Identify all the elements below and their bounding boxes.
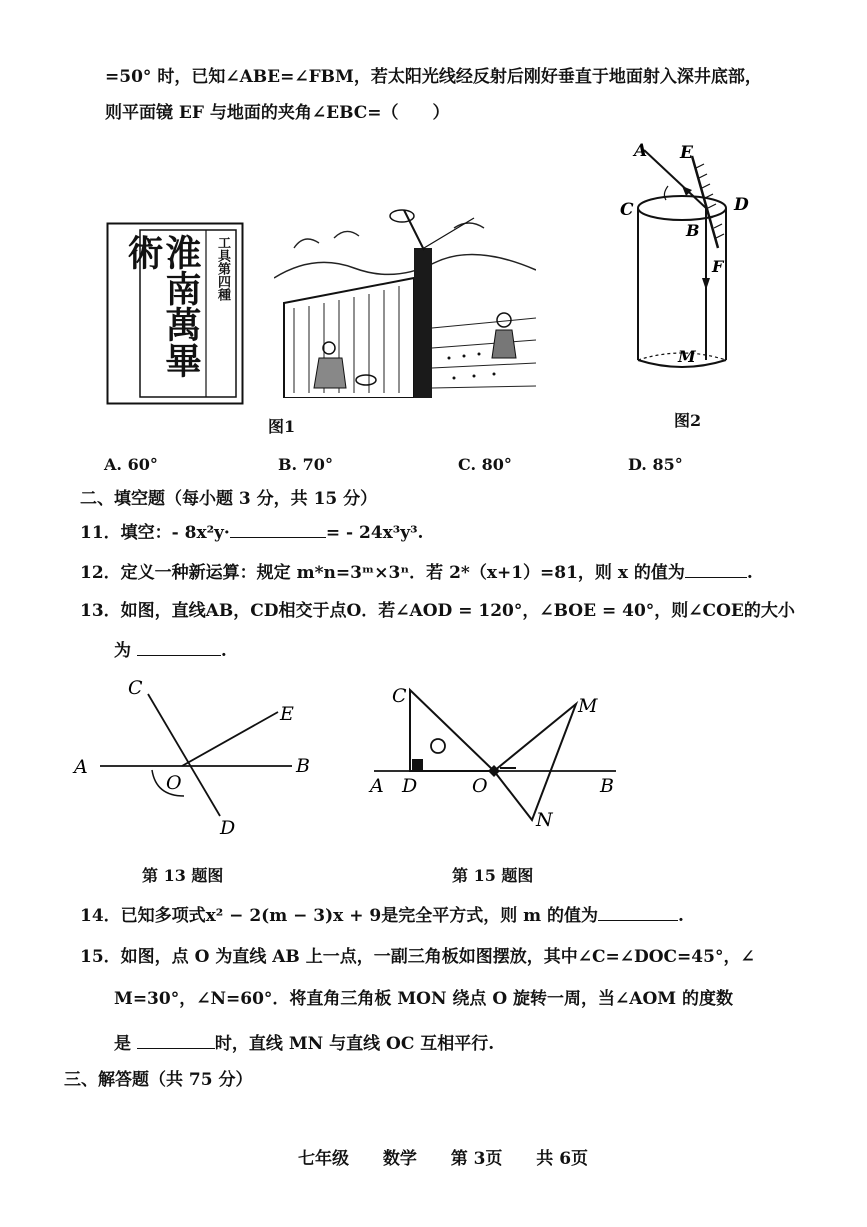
q13-line2 [114,639,227,662]
page-footer [298,1148,588,1170]
fig13-label-B: B [296,755,310,777]
footer-grade: 七年级 [298,1149,349,1169]
fig13-label-A: A [74,756,88,778]
option-c [458,455,512,474]
q13-blank [137,639,221,656]
q11-blank [230,521,326,538]
fig15-label-D: D [402,775,418,797]
fig15-caption: 第 15 题图 [452,866,534,885]
figure15-diagram [366,680,630,832]
fig13-label-O: O [166,772,182,794]
label-C: C [620,200,634,220]
ancient-woodcut-image [274,208,536,398]
q10-line1: =50° 时，已知∠ABE=∠FBM，若太阳光线经反射后刚好垂直于地面射入深井底部， [105,67,762,87]
q11-number: 11． [80,523,121,543]
fig15-label-B: B [600,775,614,797]
q10-line2: 则平面镜 EF 与地面的夹角∠EBC=（ ） [105,103,450,123]
option-c-value: 80° [481,455,512,474]
footer-subject: 数学 [382,1149,417,1169]
option-b [278,455,333,474]
q15-line1-text: 如图，点 O 为直线 AB 上一点，一副三角板如图摆放，其中∠C=∠DOC=45°，∠ [120,947,755,967]
figure1-illustration [274,208,536,398]
fig13-label-C: C [128,677,143,699]
option-c-letter: C. [458,455,477,474]
q15-line1 [80,946,755,968]
option-a-value: 60° [127,455,158,474]
fig13-caption: 第 13 题图 [142,866,224,885]
figure1-caption: 图1 [268,417,296,436]
q14-tail: . [678,906,684,926]
book-side-label: 工具第四種 [215,236,230,301]
label-B: B [686,221,700,240]
q15-blank [137,1032,215,1049]
q11-text-b: = - 24x³y³. [325,523,424,543]
fig13-label-E: E [280,703,294,725]
q12 [80,561,753,584]
option-b-letter: B. [278,455,298,474]
figure2-diagram [620,138,770,378]
label-M: M [678,347,696,366]
section3-title: 三、解答题（共 75 分） [64,1070,253,1090]
q15-number: 15． [80,947,121,967]
fig15-label-M: M [578,695,598,717]
figure13-diagram [70,672,330,842]
q13-tail: . [220,641,227,661]
q15-line3 [114,1032,494,1055]
option-d-letter: D. [628,455,647,474]
fig15-label-C: C [392,685,407,707]
q13-line2-text: 为 [114,641,131,661]
option-b-value: 70° [302,455,333,474]
q11 [80,521,423,544]
q13-line1 [80,600,795,622]
footer-page: 第 3页 [450,1149,503,1169]
fig15-label-N: N [536,809,553,831]
q14-text: 已知多项式x² − 2(m − 3)x + 9是完全平方式，则 m 的值为 [120,906,599,926]
q15-line2: M=30°，∠N=60°．将直角三角板 MON 绕点 O 旋转一周，当∠AOM 的度数 [114,989,734,1009]
option-a [104,455,158,474]
q15-line3-a: 是 [114,1034,131,1054]
label-A: A [634,141,648,161]
q12-blank [685,561,747,578]
fig13-label-D: D [220,817,236,839]
option-a-letter: A. [104,455,122,474]
option-d-value: 85° [652,455,683,474]
q12-number: 12． [80,563,121,583]
section2-title: 二、填空题（每小题 3 分，共 15 分） [80,489,378,509]
figure2-caption: 图2 [674,411,702,430]
footer-total: 共 6页 [536,1149,589,1169]
q15-line3-b: 时，直线 MN 与直线 OC 互相平行. [214,1034,495,1054]
q13-text: 如图，直线AB，CD相交于点O．若∠AOD = 120°，∠BOE = 40°，则∠COE的大小 [120,601,795,621]
option-d [628,455,683,474]
q12-text: 定义一种新运算：规定 m*n=3ᵐ×3ⁿ．若 2*（x+1）=81，则 x 的值为 [120,563,685,583]
q11-text-a: 填空：- 8x²y· [120,523,230,543]
q14-blank [598,904,678,921]
label-D: D [734,195,749,215]
label-E: E [680,143,693,163]
figure1-book [106,222,244,405]
book-title: 淮南萬畢術 [122,234,202,378]
label-F: F [712,257,724,276]
q12-tail: . [746,563,753,583]
q13-number: 13． [80,601,121,621]
fig15-label-O: O [472,775,488,797]
q14 [80,904,684,927]
fig15-label-A: A [370,775,384,797]
q14-number: 14． [80,906,121,926]
